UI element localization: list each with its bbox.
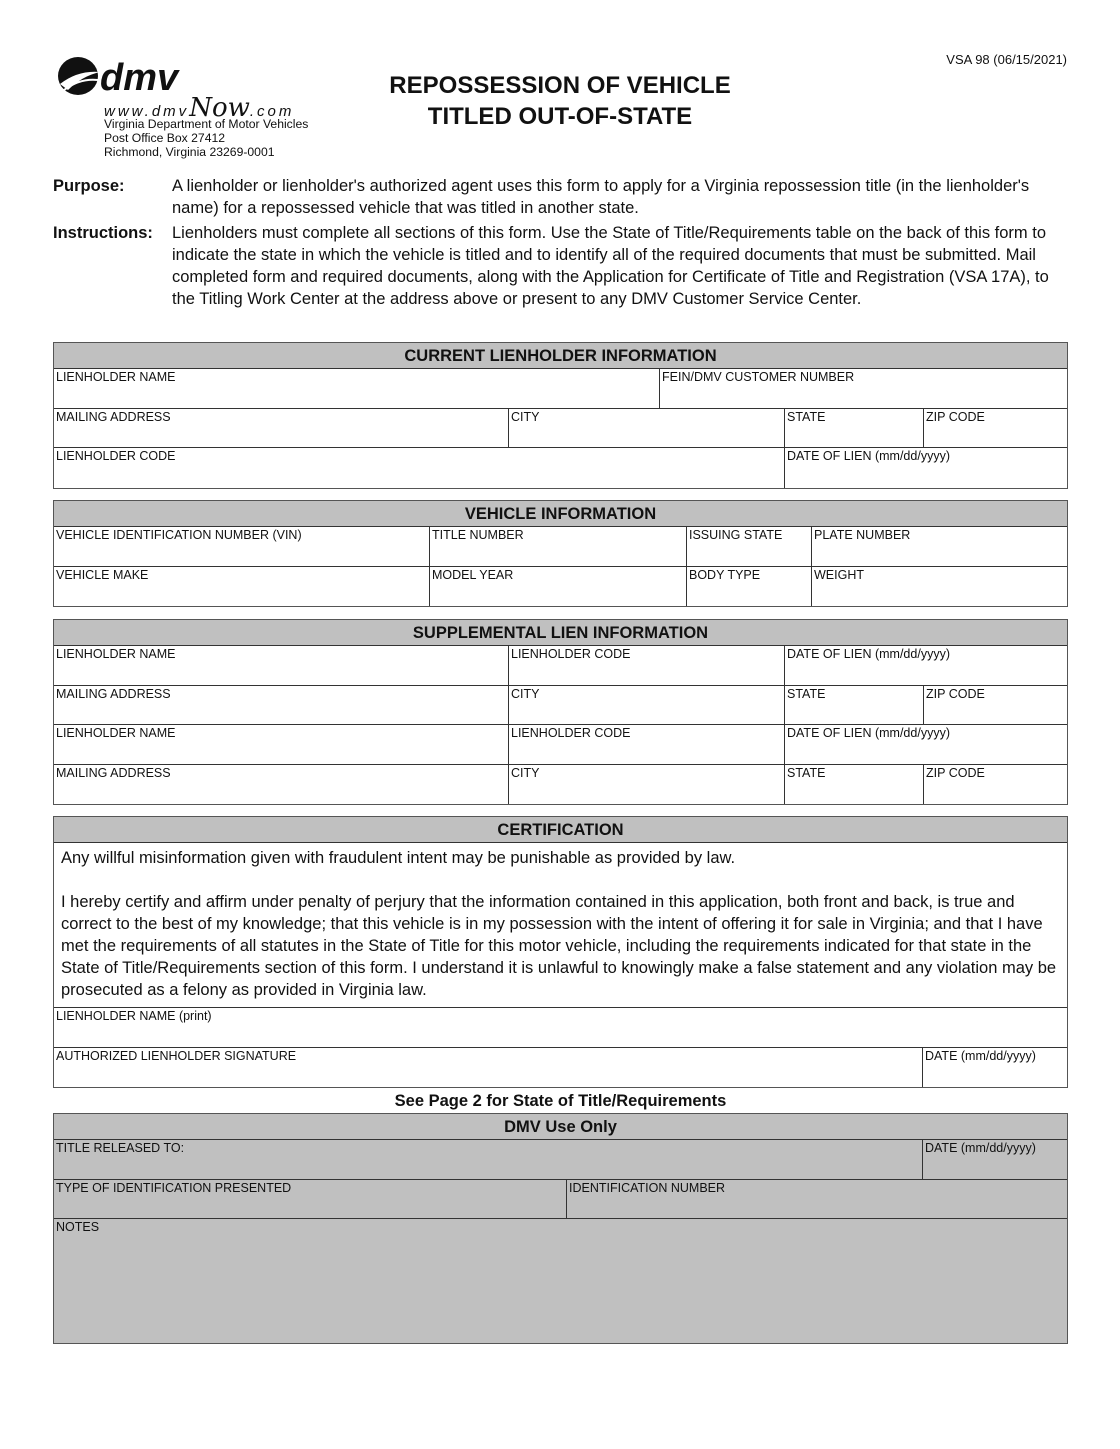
id-type-field[interactable] xyxy=(54,1180,567,1219)
model-year-field[interactable] xyxy=(430,567,687,607)
supp-lienholder-code-field[interactable] xyxy=(509,646,785,685)
field-label: MAILING ADDRESS xyxy=(56,409,171,424)
certification-section xyxy=(53,816,1068,1088)
field-label: LIENHOLDER CODE xyxy=(511,647,631,661)
dmv-date-field[interactable] xyxy=(923,1140,1067,1179)
certification-text xyxy=(54,843,1067,1008)
field-label: DATE (mm/dd/yyyy) xyxy=(925,1141,1036,1155)
field-label: STATE xyxy=(787,686,826,701)
fein-field[interactable] xyxy=(660,369,1067,408)
body-type-field[interactable] xyxy=(687,567,812,607)
field-label: FEIN/DMV CUSTOMER NUMBER xyxy=(662,370,855,384)
plate-number-field[interactable] xyxy=(812,527,1067,566)
field-label: STATE xyxy=(787,409,826,424)
supp-state-field[interactable] xyxy=(785,686,924,725)
field-label: AUTHORIZED LIENHOLDER SIGNATURE xyxy=(56,1048,297,1063)
title-number-field[interactable] xyxy=(430,527,687,566)
supp2-lienholder-name-field[interactable] xyxy=(54,725,509,764)
form-code: VSA 98 (06/15/2021) xyxy=(946,52,1067,67)
lienholder-print-name-field[interactable] xyxy=(54,1008,1067,1047)
field-label: STATE xyxy=(787,765,826,780)
purpose-block xyxy=(53,175,1068,219)
instructions-label: Instructions: xyxy=(53,224,153,242)
supp2-city-field[interactable] xyxy=(509,765,785,805)
field-label: TITLE RELEASED TO: xyxy=(56,1141,185,1155)
field-label: LIENHOLDER NAME xyxy=(56,726,176,740)
supplemental-lien-section xyxy=(53,619,1068,805)
field-label: LIENHOLDER CODE xyxy=(56,449,176,463)
supp2-date-of-lien-field[interactable] xyxy=(785,725,1067,764)
lienholder-code-field[interactable] xyxy=(54,448,785,488)
state-field[interactable] xyxy=(785,409,924,448)
certification-statement: I hereby certify and affirm under penalty of perjury that the information contained in this application, both front and back, is true and correct to the best of my knowledge; that this vehicle is in my possession with the intent of offering it for sale in Virginia; and that I have met the requirements of all statutes in the State of Title for this motor vehicle, including the requirements indicated for that state in the State of Title/Requirements section of this form. I understand it is unlawful to knowingly make a false statement and any violation may be prosecuted as a felony as provided in Virginia law. xyxy=(61,893,1057,999)
notes-field[interactable] xyxy=(54,1219,1067,1343)
signature-field[interactable] xyxy=(54,1048,923,1088)
lienholder-name-field[interactable] xyxy=(54,369,660,408)
issuing-state-field[interactable] xyxy=(687,527,812,566)
field-label: DATE OF LIEN (mm/dd/yyyy) xyxy=(787,647,950,661)
title-line-2: TITLED OUT-OF-STATE xyxy=(427,103,693,130)
supp-city-field[interactable] xyxy=(509,686,785,725)
city-field[interactable] xyxy=(509,409,785,448)
supp2-state-field[interactable] xyxy=(785,765,924,805)
field-label: DATE OF LIEN (mm/dd/yyyy) xyxy=(787,726,950,740)
title-released-to-field[interactable] xyxy=(54,1140,923,1179)
vehicle-make-field[interactable] xyxy=(54,567,430,607)
field-label: TYPE OF IDENTIFICATION PRESENTED xyxy=(56,1180,292,1195)
fraud-warning: Any willful misinformation given with fraudulent intent may be punishable as provided by law. xyxy=(61,849,736,867)
field-label: BODY TYPE xyxy=(689,567,761,582)
field-label: ISSUING STATE xyxy=(689,528,783,542)
field-label: CITY xyxy=(511,765,540,780)
purpose-text: A lienholder or lienholder's authorized agent uses this form to apply for a Virginia repossession title (in the lienholder's name) for a repossessed vehicle that was titled in another state. xyxy=(172,177,1030,217)
section-heading: SUPPLEMENTAL LIEN INFORMATION xyxy=(54,620,1067,646)
field-label: CITY xyxy=(511,686,540,701)
dmv-logo xyxy=(56,52,356,162)
zip-code-field[interactable] xyxy=(924,409,1067,448)
field-label: MODEL YEAR xyxy=(432,567,514,582)
section-heading: CERTIFICATION xyxy=(54,817,1067,843)
supp-mailing-address-field[interactable] xyxy=(54,686,509,725)
current-lienholder-section xyxy=(53,342,1068,489)
section-heading: VEHICLE INFORMATION xyxy=(54,501,1067,527)
field-label: LIENHOLDER NAME xyxy=(56,647,176,661)
field-label: CITY xyxy=(511,409,540,424)
field-label: ZIP CODE xyxy=(926,765,985,780)
dmv-use-only-section xyxy=(53,1113,1068,1344)
field-label: ZIP CODE xyxy=(926,686,985,701)
agency-address xyxy=(104,117,308,159)
supp2-mailing-address-field[interactable] xyxy=(54,765,509,805)
supp2-lienholder-code-field[interactable] xyxy=(509,725,785,764)
field-label: LIENHOLDER NAME xyxy=(56,370,176,384)
see-page-2-note: See Page 2 for State of Title/Requirements xyxy=(394,1092,727,1110)
instructions-text: Lienholders must complete all sections of this form. Use the State of Title/Requirements table on the back of this form to indicate the state in which the vehicle is titled and to identify all of the required documents that must be submitted. Mail completed form and required documents, along with the Application for Certificate of Title and Registration (VSA 17A), to the Titling Work Center at the address above or present to any DMV Customer Service Center. xyxy=(172,224,1049,308)
field-label: IDENTIFICATION NUMBER xyxy=(569,1180,726,1195)
field-label: MAILING ADDRESS xyxy=(56,765,171,780)
instructions-block xyxy=(53,222,1068,310)
supp-zip-code-field[interactable] xyxy=(924,686,1067,725)
section-heading: DMV Use Only xyxy=(54,1114,1067,1140)
supp-date-of-lien-field[interactable] xyxy=(785,646,1067,685)
field-label: NOTES xyxy=(56,1220,100,1234)
field-label: ZIP CODE xyxy=(926,409,985,424)
field-label: DATE OF LIEN (mm/dd/yyyy) xyxy=(787,449,950,463)
page-title xyxy=(360,70,760,132)
id-number-field[interactable] xyxy=(567,1180,1067,1219)
supp2-zip-code-field[interactable] xyxy=(924,765,1067,805)
field-label: LIENHOLDER CODE xyxy=(511,726,631,740)
purpose-label: Purpose: xyxy=(53,177,125,195)
section-heading: CURRENT LIENHOLDER INFORMATION xyxy=(54,343,1067,369)
field-label: WEIGHT xyxy=(814,567,864,582)
mailing-address-field[interactable] xyxy=(54,409,509,448)
supp-lienholder-name-field[interactable] xyxy=(54,646,509,685)
svg-text:dmv: dmv xyxy=(100,57,179,99)
field-label: TITLE NUMBER xyxy=(432,528,524,542)
vehicle-information-section xyxy=(53,500,1068,607)
date-of-lien-field[interactable] xyxy=(785,448,1067,488)
field-label: VEHICLE IDENTIFICATION NUMBER (VIN) xyxy=(56,528,302,542)
field-label: LIENHOLDER NAME (print) xyxy=(56,1009,212,1023)
field-label: VEHICLE MAKE xyxy=(56,567,149,582)
logo-url: www.dmvNow.com xyxy=(104,93,295,123)
weight-field[interactable] xyxy=(812,567,1067,607)
title-line-1: REPOSSESSION OF VEHICLE xyxy=(389,72,731,99)
signature-date-field[interactable] xyxy=(923,1048,1067,1088)
agency-po-box: Post Office Box 27412 xyxy=(104,131,226,145)
vin-field[interactable] xyxy=(54,527,430,566)
field-label: PLATE NUMBER xyxy=(814,528,911,542)
field-label: DATE (mm/dd/yyyy) xyxy=(925,1048,1036,1063)
field-label: MAILING ADDRESS xyxy=(56,686,171,701)
agency-name: Virginia Department of Motor Vehicles xyxy=(104,117,309,131)
agency-city: Richmond, Virginia 23269-0001 xyxy=(104,145,275,159)
